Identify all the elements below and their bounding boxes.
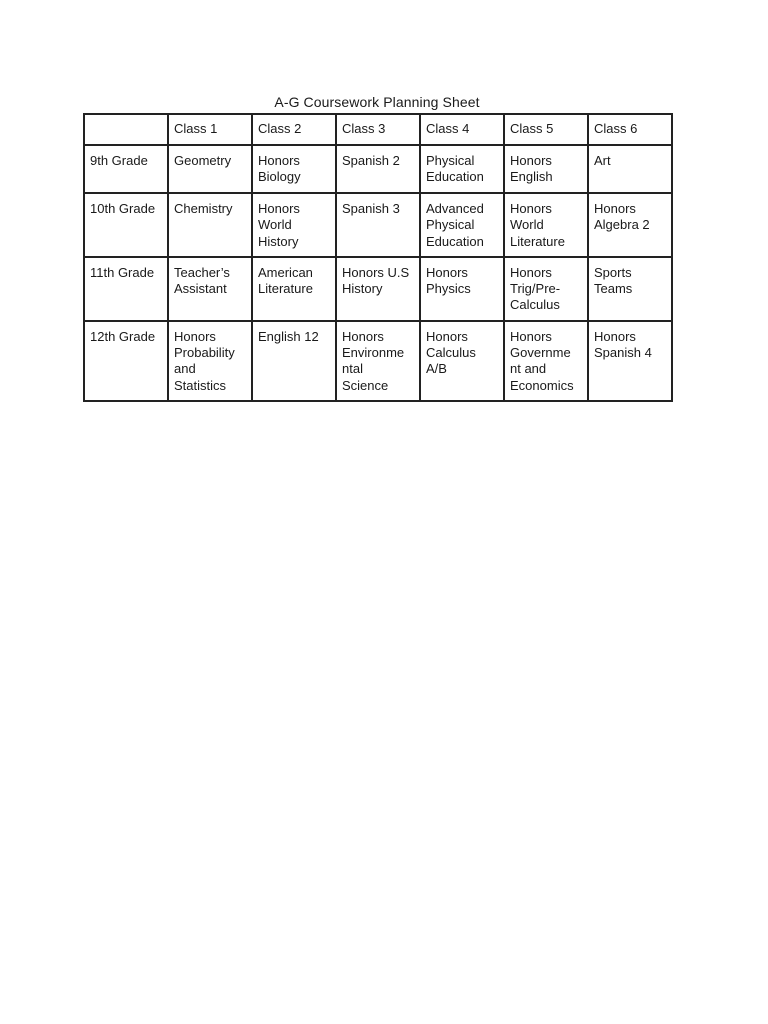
course-text-line: History: [342, 281, 383, 297]
table-row: [84, 257, 672, 321]
column-header-class-2: Class 2: [252, 114, 336, 145]
row-header-grade: [84, 145, 168, 193]
course-cell: [252, 193, 336, 257]
course-cell: [252, 321, 336, 401]
column-header-class-4: Class 4: [420, 114, 504, 145]
course-text-line: History: [258, 233, 299, 249]
course-text-line: Honors: [510, 201, 552, 216]
course-text-line: Honors U.S: [342, 264, 410, 280]
course-text-line: A/B: [426, 361, 447, 377]
course-text-line: Geometry: [174, 153, 232, 168]
course-text-line: English 12: [258, 328, 319, 344]
course-text-line: Environme: [342, 345, 405, 361]
row-header-grade: [84, 257, 168, 321]
course-cell: [168, 321, 252, 401]
course-text-line: nt and: [510, 361, 547, 377]
column-header-grade: [84, 114, 168, 145]
course-text-line: Trig/Pre-: [510, 281, 561, 297]
course-text-line: Honors: [510, 328, 552, 344]
grade-label: 12th Grade: [90, 328, 156, 344]
course-text-line: World: [258, 217, 292, 233]
course-cell: [504, 321, 588, 401]
course-text-line: Spanish 2: [342, 153, 400, 168]
course-text-line: Honors: [426, 264, 468, 280]
course-cell: [588, 321, 672, 401]
course-cell: [504, 145, 588, 193]
course-text-line: Honors: [510, 153, 552, 168]
course-text-line: Chemistry: [174, 201, 233, 216]
course-text-line: Education: [426, 169, 484, 185]
course-text-line: Governme: [510, 345, 571, 361]
course-text-line: Honors: [258, 201, 300, 216]
course-cell: [336, 257, 420, 321]
coursework-table: [83, 113, 673, 402]
course-cell: [168, 145, 252, 193]
course-text-line: ntal: [342, 361, 363, 377]
course-text-line: Biology: [258, 169, 301, 185]
course-text-line: Teacher’s: [174, 264, 230, 280]
course-text-line: American: [258, 264, 313, 280]
course-cell: [420, 145, 504, 193]
course-text-line: Education: [426, 233, 484, 249]
table-row: [84, 321, 672, 401]
course-text-line: Honors: [510, 264, 552, 280]
course-cell: [336, 145, 420, 193]
course-text-line: Honors: [594, 201, 636, 216]
row-header-grade: [84, 193, 168, 257]
course-cell: [252, 257, 336, 321]
course-cell: [420, 193, 504, 257]
column-header-class-1: Class 1: [168, 114, 252, 145]
course-text-line: Honors: [426, 328, 468, 344]
course-cell: [168, 257, 252, 321]
table-body: [84, 145, 672, 401]
course-text-line: Calculus: [510, 297, 560, 313]
table-row: [84, 145, 672, 193]
row-header-grade: [84, 321, 168, 401]
sheet-title: A-G Coursework Planning Sheet: [274, 94, 480, 110]
course-text-line: World: [510, 217, 544, 233]
course-text-line: Physics: [426, 281, 471, 297]
course-cell: [336, 321, 420, 401]
table-header-row: [84, 114, 672, 145]
grade-label: 11th Grade: [90, 264, 155, 280]
course-cell: [588, 145, 672, 193]
course-text-line: Honors: [174, 328, 216, 344]
course-text-line: Honors: [594, 328, 636, 344]
column-header-class-5: Class 5: [504, 114, 588, 145]
table-row: [84, 193, 672, 257]
course-text-line: Honors: [342, 328, 384, 344]
course-text-line: Probability: [174, 345, 235, 361]
grade-label: 10th Grade: [90, 201, 156, 216]
column-header-class-3: Class 3: [336, 114, 420, 145]
column-header-class-6: Class 6: [588, 114, 672, 145]
course-text-line: Spanish 4: [594, 345, 652, 361]
course-text-line: Art: [594, 153, 611, 168]
course-text-line: Physical: [426, 153, 475, 168]
course-text-line: Physical: [426, 217, 475, 233]
course-text-line: Spanish 3: [342, 201, 400, 216]
course-text-line: Economics: [510, 377, 574, 393]
course-text-line: Teams: [594, 281, 633, 297]
course-text-line: Honors: [258, 153, 300, 168]
course-text-line: English: [510, 169, 553, 185]
course-cell: [252, 145, 336, 193]
grade-label: 9th Grade: [90, 153, 148, 168]
course-text-line: Calculus: [426, 345, 476, 361]
course-text-line: Advanced: [426, 201, 484, 216]
course-text-line: and: [174, 361, 196, 377]
course-cell: [336, 193, 420, 257]
course-text-line: Algebra 2: [594, 217, 650, 233]
course-cell: [504, 193, 588, 257]
course-cell: [588, 193, 672, 257]
course-text-line: Science: [342, 377, 389, 393]
course-text-line: Sports: [594, 264, 632, 280]
course-cell: [588, 257, 672, 321]
course-cell: [168, 193, 252, 257]
course-cell: [420, 321, 504, 401]
course-text-line: Statistics: [174, 377, 227, 393]
course-text-line: Literature: [258, 281, 313, 297]
course-text-line: Literature: [510, 233, 565, 249]
course-cell: [420, 257, 504, 321]
planning-sheet: [83, 92, 671, 402]
course-text-line: Assistant: [174, 281, 227, 297]
course-cell: [504, 257, 588, 321]
